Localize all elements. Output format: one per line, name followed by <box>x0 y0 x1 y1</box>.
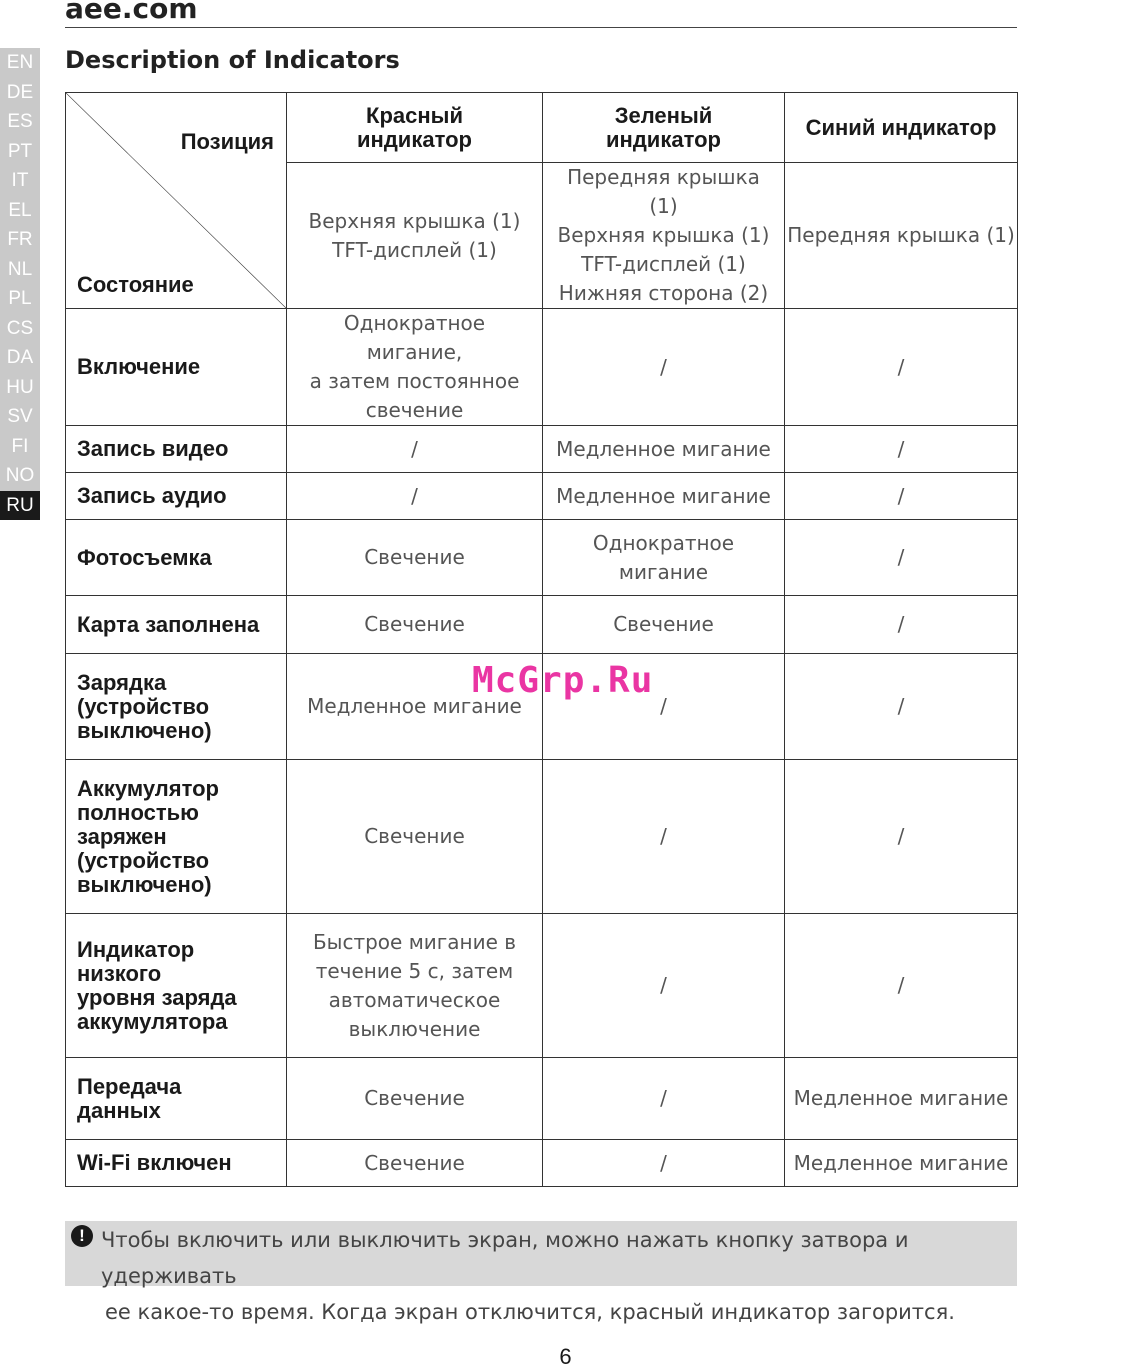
corner-state-label: Состояние <box>77 272 194 297</box>
watermark-text: McGrp.Ru <box>472 660 654 701</box>
lang-tab[interactable]: HU <box>0 373 40 403</box>
position-green: Передняя крышка (1) Верхняя крышка (1) TFT-дисплей (1) Нижняя сторона (2) <box>543 163 785 309</box>
note-line-1: Чтобы включить или выключить экран, можно нажать кнопку затвора и удерживать <box>101 1228 909 1288</box>
cell-green: / <box>543 760 785 914</box>
cell-blue: / <box>785 520 1018 596</box>
position-red: Верхняя крышка (1) TFT-дисплей (1) <box>287 163 543 309</box>
cell-blue: / <box>785 914 1018 1058</box>
row-state-label: Зарядка (устройство выключено) <box>66 654 287 760</box>
lang-tab[interactable]: PL <box>0 284 40 314</box>
lang-tab[interactable]: ES <box>0 107 40 137</box>
cell-red: / <box>287 473 543 520</box>
table-row <box>66 1058 1018 1140</box>
cell-green: / <box>543 914 785 1058</box>
cell-blue: / <box>785 760 1018 914</box>
row-state-label: Включение <box>66 309 287 426</box>
cell-green: / <box>543 654 785 760</box>
cell-green: Свечение <box>543 596 785 654</box>
cell-red: Однократное мигание, а затем постоянное свечение <box>287 309 543 426</box>
indicator-table <box>65 92 1018 1187</box>
note-line-2: ее какое-то время. Когда экран отключится, красный индикатор загорится. <box>105 1300 955 1324</box>
table-row <box>66 426 1018 473</box>
row-state-label: Карта заполнена <box>66 596 287 654</box>
note-text <box>101 1222 1016 1330</box>
column-header-blue: Синий индикатор <box>785 93 1018 163</box>
table-row <box>66 914 1018 1058</box>
table-row <box>66 760 1018 914</box>
lang-tab[interactable]: NL <box>0 255 40 285</box>
language-sidebar <box>0 48 40 520</box>
lang-tab[interactable]: EL <box>0 196 40 226</box>
lang-tab[interactable]: EN <box>0 48 40 78</box>
cell-red: Свечение <box>287 520 543 596</box>
cell-green: / <box>543 1058 785 1140</box>
lang-tab[interactable]: RU <box>0 491 40 521</box>
cell-green: Однократное мигание <box>543 520 785 596</box>
page-number: 6 <box>559 1344 572 1369</box>
top-divider <box>65 27 1017 28</box>
cell-green: Медленное мигание <box>543 473 785 520</box>
cell-blue: / <box>785 426 1018 473</box>
table-row <box>66 1140 1018 1187</box>
table-row <box>66 473 1018 520</box>
position-blue: Передняя крышка (1) <box>785 163 1018 309</box>
lang-tab[interactable]: PT <box>0 137 40 167</box>
cell-blue: Медленное мигание <box>785 1058 1018 1140</box>
lang-tab[interactable]: FR <box>0 225 40 255</box>
cell-blue: / <box>785 309 1018 426</box>
table-row <box>66 596 1018 654</box>
table-header-row <box>66 93 1018 163</box>
row-state-label: Фотосъемка <box>66 520 287 596</box>
row-state-label: Аккумулятор полностью заряжен (устройство выключено) <box>66 760 287 914</box>
lang-tab[interactable]: FI <box>0 432 40 462</box>
row-state-label: Wi-Fi включен <box>66 1140 287 1187</box>
lang-tab[interactable]: NO <box>0 461 40 491</box>
corner-position-label: Позиция <box>180 129 274 154</box>
lang-tab[interactable]: CS <box>0 314 40 344</box>
row-state-label: Передача данных <box>66 1058 287 1140</box>
page-title: Description of Indicators <box>65 46 400 74</box>
lang-tab[interactable]: DE <box>0 78 40 108</box>
cell-green: / <box>543 1140 785 1187</box>
cell-red: Свечение <box>287 596 543 654</box>
lang-tab[interactable]: DA <box>0 343 40 373</box>
cell-blue: / <box>785 596 1018 654</box>
exclamation-icon: ! <box>71 1225 93 1247</box>
column-header-red: Красный индикатор <box>287 93 543 163</box>
note-box <box>65 1221 1017 1324</box>
cell-green: / <box>543 309 785 426</box>
row-state-label: Запись видео <box>66 426 287 473</box>
lang-tab[interactable]: IT <box>0 166 40 196</box>
cell-blue: / <box>785 473 1018 520</box>
cell-red: Свечение <box>287 1058 543 1140</box>
table-row <box>66 309 1018 426</box>
row-state-label: Запись аудио <box>66 473 287 520</box>
cell-blue: Медленное мигание <box>785 1140 1018 1187</box>
cell-red: / <box>287 426 543 473</box>
cell-red: Быстрое мигание в течение 5 с, затем автоматическое выключение <box>287 914 543 1058</box>
cell-red: Медленное мигание <box>287 654 543 760</box>
corner-cell <box>66 93 287 309</box>
column-header-green: Зеленый индикатор <box>543 93 785 163</box>
table-row <box>66 520 1018 596</box>
brand-logo-text: aee.com <box>65 0 198 25</box>
cell-green: Медленное мигание <box>543 426 785 473</box>
cell-red: Свечение <box>287 760 543 914</box>
cell-blue: / <box>785 654 1018 760</box>
row-state-label: Индикатор низкого уровня заряда аккумулятора <box>66 914 287 1058</box>
cell-red: Свечение <box>287 1140 543 1187</box>
lang-tab[interactable]: SV <box>0 402 40 432</box>
